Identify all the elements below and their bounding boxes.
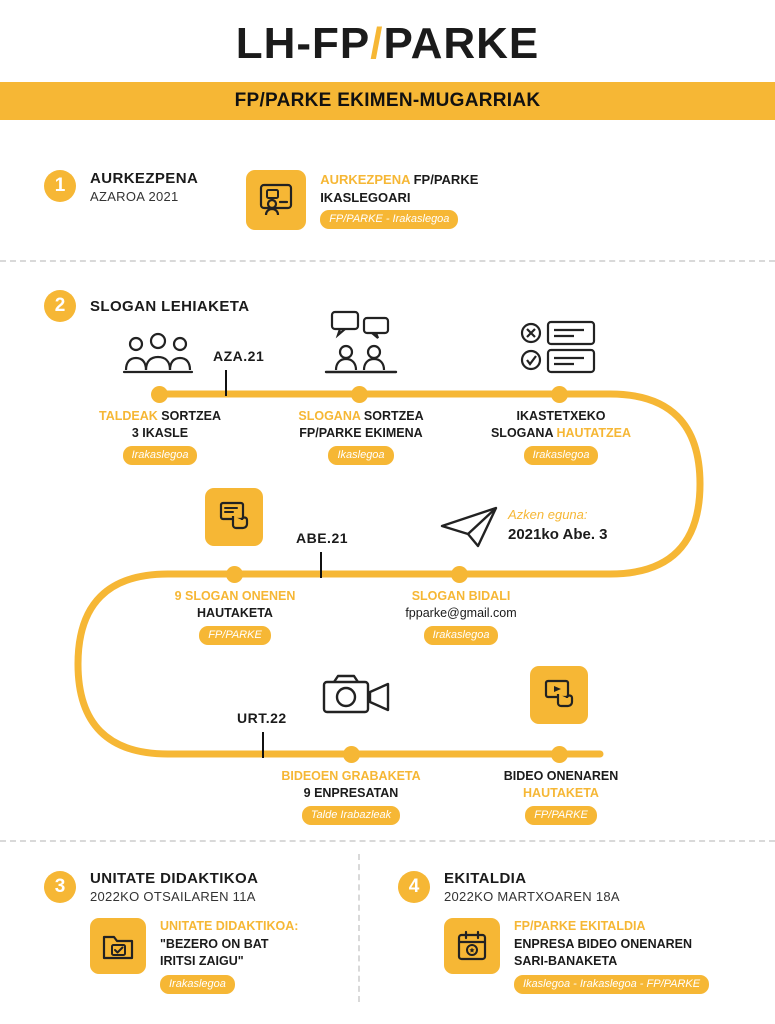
timeline-step-6 (268, 768, 434, 825)
section-3-title: UNITATE DIDAKTIKOA (90, 870, 259, 887)
step-4-amber: 9 SLOGAN ONENEN (174, 589, 296, 603)
step-6-line2: 9 ENPRESATAN (303, 785, 399, 800)
timeline-node-5 (451, 566, 468, 583)
paper-plane-icon (438, 502, 504, 550)
step-6-amber: BIDEOEN GRABAKETA (281, 769, 421, 783)
subtitle-text: FP/PARKE EKIMEN-MUGARRIAK (234, 90, 541, 111)
timeline-step-7 (478, 768, 644, 825)
timeline-step-1 (80, 408, 240, 465)
date-label-aza21: AZA.21 (213, 348, 265, 364)
timeline-step-2 (278, 408, 444, 465)
subtitle-bar (0, 82, 775, 120)
section-4-tag: Ikaslegoa - Irakaslegoa - FP/PARKE (514, 975, 709, 994)
timeline-step-5 (378, 588, 544, 645)
section-3-subtitle: 2022KO OTSAILAREN 11A (90, 889, 256, 904)
deadline-note-line1: Azken eguna: (508, 507, 588, 522)
divider-2 (0, 840, 775, 842)
section-4-title: EKITALDIA (444, 870, 527, 887)
timeline-node-4 (226, 566, 243, 583)
title-right: PARKE (383, 19, 540, 68)
section-2-number: 2 (44, 290, 76, 322)
section-3-card-text (160, 918, 298, 994)
section-4-subtitle: 2022KO MARTXOAREN 18A (444, 889, 620, 904)
step-7-line2: HAUTAKETA (523, 785, 599, 800)
section-3-tag: Irakaslegoa (160, 975, 235, 994)
section-2-title: SLOGAN LEHIAKETA (90, 297, 250, 315)
section-4-number: 4 (398, 871, 430, 903)
step-7-tag: FP/PARKE (525, 806, 597, 825)
step-4-tag: FP/PARKE (199, 626, 271, 645)
date-label-abe21: ABE.21 (296, 530, 349, 546)
step-2-tag: Ikaslegoa (328, 446, 393, 465)
step-3-line2-amber: HAUTATZEA (556, 425, 632, 440)
section-3-heading: UNITATE DIDAKTIKOA: (160, 919, 299, 933)
timeline-node-6 (343, 746, 360, 763)
divider-1 (0, 260, 775, 262)
section-4-heading: FP/PARKE EKITALDIA (514, 919, 646, 933)
section-1-number: 1 (44, 170, 76, 202)
step-1-rest: SORTZEA (157, 409, 221, 423)
folder-check-icon (90, 918, 146, 974)
section-1-line2: IKASLEGOARI (320, 189, 411, 205)
step-2-rest: SORTZEA (360, 409, 424, 423)
date-stem-3 (262, 732, 264, 758)
step-5-line2: fpparke@gmail.com (405, 605, 517, 620)
date-stem-2 (320, 552, 322, 578)
section-4-line2: SARI-BANAKETA (514, 954, 618, 968)
section-3-line2: IRITSI ZAIGU" (160, 954, 244, 968)
step-1-amber: TALDEAK (99, 409, 158, 423)
section-1-line1-rest: FP/PARKE (410, 172, 479, 188)
section-1-tag: FP/PARKE - Irakaslegoa (320, 210, 458, 229)
timeline (0, 308, 775, 828)
step-7-line1: BIDEO ONENAREN (503, 769, 619, 783)
step-1-line2: 3 IKASLE (131, 425, 189, 440)
deadline-note (508, 506, 608, 545)
section-3-number: 3 (44, 871, 76, 903)
section-1-card-text (320, 171, 478, 229)
video-play-hand-icon (530, 666, 588, 724)
step-3-line2-pre: SLOGANA (490, 425, 557, 440)
date-stem-1 (225, 370, 227, 396)
hand-tap-icon (205, 488, 263, 546)
checklist-icon (518, 318, 600, 380)
step-1-tag: Irakaslegoa (123, 446, 198, 465)
step-3-line1: IKASTETXEKO (516, 409, 606, 423)
presentation-person-icon (246, 170, 306, 230)
step-2-amber: SLOGANA (298, 409, 361, 423)
timeline-node-2 (351, 386, 368, 403)
video-camera-icon (318, 668, 400, 724)
meeting-chat-icon (318, 308, 404, 386)
step-3-tag: Irakaslegoa (524, 446, 599, 465)
section-4-line1: ENPRESA BIDEO ONENAREN (514, 936, 693, 951)
calendar-award-icon (444, 918, 500, 974)
section-3-line1: "BEZERO ON BAT (160, 936, 269, 951)
title-left: LH-FP (235, 19, 371, 68)
divider-vertical (358, 854, 360, 1002)
section-4 (398, 870, 738, 994)
section-1-title: AURKEZPENA (90, 170, 199, 187)
step-6-tag: Talde Irabazleak (302, 806, 400, 825)
step-5-tag: Irakaslegoa (424, 626, 499, 645)
step-2-line2: FP/PARKE EKIMENA (299, 425, 423, 440)
timeline-node-7 (551, 746, 568, 763)
section-4-card-text (514, 918, 709, 994)
group-people-icon (118, 330, 198, 386)
timeline-node-3 (551, 386, 568, 403)
page-title (0, 19, 775, 68)
section-1 (44, 170, 734, 230)
section-1-subtitle: AZAROA 2021 (90, 189, 179, 204)
step-4-line2: HAUTAKETA (197, 605, 273, 620)
title-slash: / (370, 19, 384, 68)
deadline-note-line2: 2021ko Abe. 3 (508, 526, 608, 544)
section-1-line1-amber: AURKEZPENA (320, 172, 410, 188)
section-3 (44, 870, 344, 994)
step-5-amber: SLOGAN BIDALI (411, 589, 511, 603)
infographic-page (0, 19, 775, 1024)
date-label-urt22: URT.22 (237, 710, 287, 726)
timeline-step-4 (152, 588, 318, 645)
timeline-step-3 (478, 408, 644, 465)
timeline-node-1 (151, 386, 168, 403)
